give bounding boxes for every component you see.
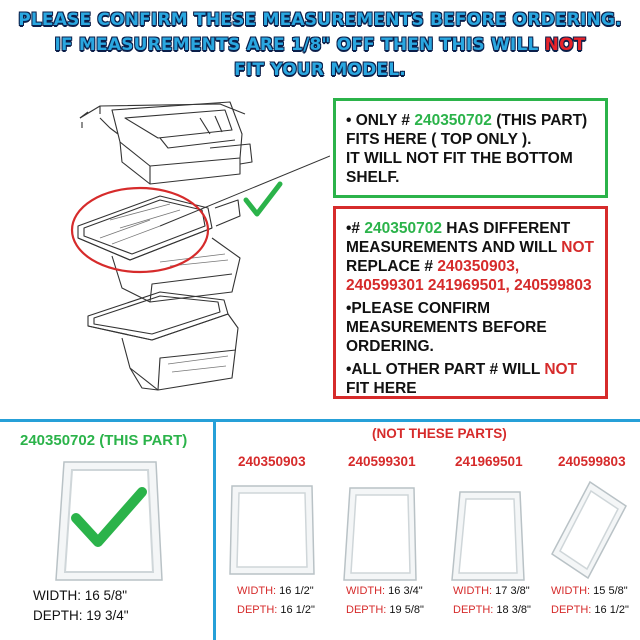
- green-line-2: FITS HERE ( TOP ONLY ).: [346, 131, 532, 148]
- highlight-circle: [72, 188, 208, 272]
- width-label: WIDTH:: [237, 585, 277, 597]
- section-divider-horizontal: [0, 419, 640, 422]
- bullet-only: • ONLY #: [346, 112, 415, 129]
- this-part-width: WIDTH: 16 5/8": [33, 588, 128, 603]
- other-part-frame-image: [448, 488, 528, 584]
- width-value: 16 3/4": [388, 585, 423, 597]
- other-part-depth: [551, 604, 629, 616]
- header-line-1: PLEASE CONFIRM THESE MEASUREMENTS BEFORE ORDERING.: [18, 10, 622, 30]
- warning-text-c: •ALL OTHER PART # WILL: [346, 361, 545, 378]
- warning-paragraph-1: [346, 219, 595, 295]
- other-part-depth: [237, 604, 315, 616]
- depth-label: DEPTH:: [237, 604, 278, 616]
- warning-not-1: NOT: [561, 239, 594, 256]
- depth-value: 18 3/8": [496, 604, 531, 616]
- width-label: WIDTH:: [453, 585, 493, 597]
- bullet-1: •#: [346, 220, 365, 237]
- other-part-number: 240350903: [238, 454, 306, 469]
- other-part-width: [346, 585, 423, 597]
- depth-value: 16 1/2": [280, 604, 315, 616]
- header-not-word: NOT: [544, 35, 586, 55]
- section-divider-vertical: [213, 419, 216, 640]
- other-part-depth: [453, 604, 531, 616]
- header-line-3: FIT YOUR MODEL.: [234, 60, 406, 80]
- width-label: WIDTH:: [551, 585, 591, 597]
- warning-text-b: REPLACE #: [346, 258, 438, 275]
- top-drawer: [112, 102, 242, 166]
- this-part-suffix: (THIS PART): [491, 112, 588, 129]
- compatibility-box: [333, 98, 608, 198]
- other-part-width: [237, 585, 314, 597]
- other-part-width: [453, 585, 530, 597]
- this-part-depth: DEPTH: 19 3/4": [33, 608, 129, 623]
- depth-label: DEPTH:: [453, 604, 494, 616]
- warning-paragraph-3: [346, 360, 595, 398]
- width-label: WIDTH:: [346, 585, 386, 597]
- warning-not-2: NOT: [544, 361, 578, 378]
- this-part-frame-image: [50, 456, 170, 586]
- warning-text-a: HAS DIFFERENT MEASUREMENTS AND WILL: [346, 220, 571, 256]
- depth-value: 16 1/2": [594, 604, 629, 616]
- green-line-4: SHELF.: [346, 169, 400, 186]
- depth-value: 19 5/8": [389, 604, 424, 616]
- refrigerator-shelf-diagram: [0, 88, 330, 413]
- other-part-width: [551, 585, 628, 597]
- pointer-line: [160, 156, 330, 226]
- other-part-frame-image: [340, 484, 422, 584]
- warning-text-d: FIT HERE: [346, 380, 417, 397]
- green-line-1: [346, 111, 595, 130]
- depth-label: DEPTH:: [346, 604, 387, 616]
- depth-label: DEPTH:: [551, 604, 592, 616]
- warning-paragraph-2: •PLEASE CONFIRM MEASUREMENTS BEFORE ORDERING.: [346, 300, 547, 355]
- other-part-frame-image: [224, 480, 320, 580]
- other-part-number: 240599803: [558, 454, 626, 469]
- other-part-depth: [346, 604, 424, 616]
- this-part-number: 240350702: [414, 112, 492, 129]
- this-part-label: 240350702 (THIS PART): [20, 432, 188, 449]
- header-line-2-text: IF MEASUREMENTS ARE 1/8" OFF THEN THIS WILL: [54, 35, 545, 55]
- width-value: 16 1/2": [279, 585, 314, 597]
- middle-drawer: [112, 238, 240, 302]
- width-value: 15 5/8": [593, 585, 628, 597]
- width-value: 17 3/8": [495, 585, 530, 597]
- warning-other-parts: 240350903, 240599301 241969501, 240599803: [346, 258, 592, 294]
- other-part-frame-image: [548, 478, 630, 582]
- not-these-parts-label: (NOT THESE PARTS): [372, 426, 507, 441]
- green-line-3: IT WILL NOT FIT THE BOTTOM: [346, 150, 573, 167]
- other-part-number: 241969501: [455, 454, 523, 469]
- warning-this-part: 240350702: [364, 220, 442, 237]
- warning-box: [333, 206, 608, 399]
- other-part-number: 240599301: [348, 454, 416, 469]
- header-line-2: [0, 35, 640, 55]
